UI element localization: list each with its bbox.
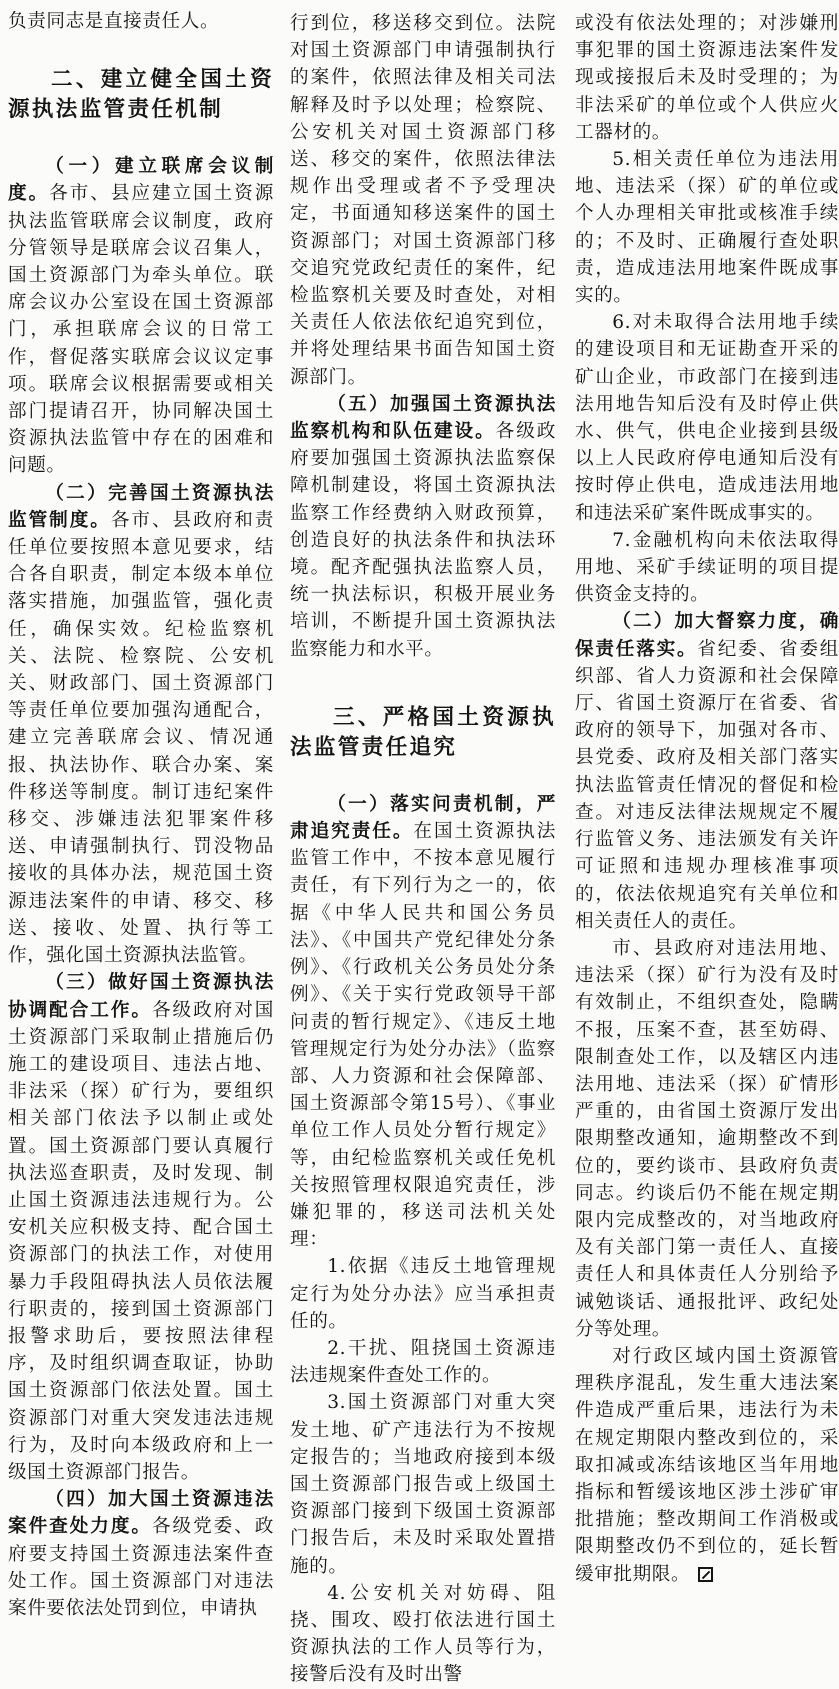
paragraph-continued <box>8 8 274 35</box>
paragraph-text: 各市、县应建立国土资源执法监管联席会议制度，政府分管领导是联席会议召集人，国土资源部门为牵头单位。联席会议办公室设在国土资源部门，承担联席会议的日常工作，督促落实联席会议议定事项。联席会议根据需要或相关部门提请召开，协同解决国土资源执法监管中存在的困难和问题。 <box>8 183 274 477</box>
paragraph-text: 在国土资源执法监管工作中，不按本意见履行责任，有下列行为之一的，依据《中华人民共和国公务员法》、《中国共产党纪律处分条例》、《行政机关公务员处分条例》、《关于实行党政领导干部问责的暂行规定》、《违反土地管理规定行为处分办法》（监察部、人力资源和社会保障部、国土资源部令第15号）、《事业单位工作人员处分暂行规定》等，由纪检监察机关或任免机关按照管理权限追究责任，涉嫌犯罪的，移送司法机关处理： <box>290 821 556 1251</box>
paragraph-continued: 或没有依法处理的；对涉嫌刑事犯罪的国土资源违法案件发现或接报后未及时受理的；为非法采矿的单位或个人供应火工器材的。 <box>575 13 839 143</box>
paragraph-coordination <box>8 969 274 1486</box>
paragraph-text: 各级党委、政府要支持国土资源违法案件查处工作。国土资源部门对违法案件要依法处罚到位，申请执 <box>8 1516 274 1619</box>
paragraph-text: 各级政府对国土资源部门采取制止措施后仍施工的建设项目、违法占地、非法采（探）矿行为，要组织相关部门依法予以制止或处置。国土资源部门要认真履行执法巡查职责，及时发现、制止国土资源违法违规行为。公安机关应积极支持、配合国土资源部门的执法工作，对使用暴力手段阻碍执法人员依法履行职责的，接到国土资源部门报警求助后，要按照法律程序，及时组织调查取证，协助国土资源部门依法处置。国土资源部门对重大突发违法违规行为，及时向本级政府和上一级国土资源部门报告。 <box>8 999 274 1483</box>
paragraph-lead: （二）加大督察力度，确保责任落实。 <box>575 611 839 660</box>
section-heading-3: 三、严格国土资源执法监管责任追究 <box>290 704 556 760</box>
list-item-4: 4.公安机关对妨碍、阻挠、围攻、殴打依法进行国土资源执法的工作人员等行为，接警后没有及时出警 <box>290 1582 556 1686</box>
column-3 <box>575 10 839 1588</box>
paragraph-administrative-region <box>575 1343 839 1588</box>
paragraph-lead: （五）加强国土资源执法监察机构和队伍建设。 <box>290 393 556 443</box>
section-heading-2: 二、建立健全国土资源执法监管责任机制 <box>8 67 274 123</box>
paragraph-text: 省纪委、省委组织部、省人力资源和社会保障厅、省国土资源厅在省委、省政府的领导下，加强对各市、县党委、政府及相关部门落实执法监管责任情况的督促和检查。对违反法律法规规定不履行监管义务、违法颁发有关许可证照和违规办理核准事项的，依法依规追究有关单位和相关责任人的责任。 <box>575 638 839 932</box>
paragraph-supervision-system <box>8 480 274 970</box>
list-item-1: 1.依据《违反土地管理规定行为处分办法》应当承担责任的。 <box>290 1256 556 1332</box>
paragraph-text: 各级政府要加强国土资源执法监察保障机制建设，将国土资源执法监察工作经费纳入财政预算，创造良好的执法条件和执法环境。配齐配强执法监察人员，统一执法标识，积极开展业务培训，不断提升国土资源执法监察能力和水平。 <box>290 421 556 660</box>
column-1 <box>8 8 274 1622</box>
paragraph-lead: （一）建立联席会议制度。 <box>8 156 274 205</box>
paragraph-lead: （一）落实问责机制，严肃追究责任。 <box>290 793 556 843</box>
paragraph-accountability <box>290 791 556 1253</box>
paragraph-lead: （二）完善国土资源执法监管制度。 <box>8 482 274 531</box>
end-of-article-icon <box>698 1567 713 1582</box>
paragraph-oversight <box>575 608 839 934</box>
paragraph-lead: （四）加大国土资源违法案件查处力度。 <box>8 1489 274 1538</box>
list-item-6: 6.对未取得合法用地手续的建设项目和无证勘查开采的矿山企业，市政部门在接到违法用地告知后没有及时停止供水、供气，供电企业接到县级以上人民政府停电通知后没有按时停止供电，造成违法用地和违法采矿案件既成事实的。 <box>575 312 839 524</box>
paragraph-city-county: 市、县政府对违法用地、违法采（探）矿行为没有及时有效制止，不组织查处，隐瞒不报，压案不查，甚至妨碍、限制查处工作，以及辖区内违法用地、违法采（探）矿情形严重的，由省国土资源厅发出限期整改通知，逾期整改不到位的，要约谈市、县政府负责同志。约谈后仍不能在规定期限内完成整改的，对当地政府及有关部门第一责任人、直接责任人和具体责任人分别给予诫勉谈话、通报批评、政纪处分等处理。 <box>575 937 839 1340</box>
paragraph-text: 负责同志是直接责任人。 <box>8 11 220 32</box>
paragraph-lead: （三）做好国土资源执法协调配合工作。 <box>8 972 274 1021</box>
list-item-3: 3.国土资源部门对重大突发土地、矿产违法行为不按规定报告的；当地政府接到本级国土资源部门报告或上级国土资源部门接到下级国土资源部门报告后，未及时采取处置措施的。 <box>290 1392 556 1577</box>
paragraph-joint-meeting <box>8 153 274 479</box>
list-item-5: 5.相关责任单位为违法用地、违法采（探）矿的单位或个人办理相关审批或核准手续的；不及时、正确履行查处职责，造成违法用地案件既成事实的。 <box>575 149 839 307</box>
paragraph-text: 各市、县政府和责任单位要按照本意见要求，结合各自职责，制定本级本单位落实措施，加强监管，强化责任，确保实效。纪检监察机关、法院、检察院、公安机关、财政部门、国土资源部门等责任单位要加强沟通配合，建立完善联席会议、情况通报、执法协作、联合办案、案件移送等制度。制订违纪案件移交、涉嫌违法犯罪案件移送、申请强制执行、罚没物品接收的具体办法，规范国土资源违法案件的申请、移交、移送、接收、处置、执行等工作，强化国土资源执法监管。 <box>8 509 274 967</box>
paragraph-text: 对行政区域内国土资源管理秩序混乱，发生重大违法案件造成严重后果，违法行为未在规定期限内整改到位的，采取扣减或冻结该地区当年用地指标和暂缓该地区涉土涉矿审批措施；整改期间工作消极或限期整改仍不到位的，延长暂缓审批期限。 <box>575 1345 839 1585</box>
paragraph-continued <box>290 10 556 391</box>
paragraph-enforcement-team <box>290 391 556 663</box>
paragraph-text: 行到位，移送移交到位。法院对国土资源部门申请强制执行的案件，依照法律及相关司法解释及时予以处理；检察院、公安机关对国土资源部门移送、移交的案件，依照法律法规作出受理或者不予受理决定，书面通知移送案件的国土资源部门；对国土资源部门移交追究党政纪责任的案件，纪检监察机关要及时查处，对相关责任人依法依纪追究到位，并将处理结果书面告知国土资源部门。 <box>290 13 556 388</box>
list-item-7: 7.金融机构向未依法取得用地、采矿手续证明的项目提供资金支持的。 <box>575 529 839 606</box>
list-item-2: 2.干扰、阻挠国土资源违法违规案件查处工作的。 <box>290 1337 556 1387</box>
paragraph-case-handling <box>8 1486 274 1622</box>
column-2 <box>290 10 556 1689</box>
